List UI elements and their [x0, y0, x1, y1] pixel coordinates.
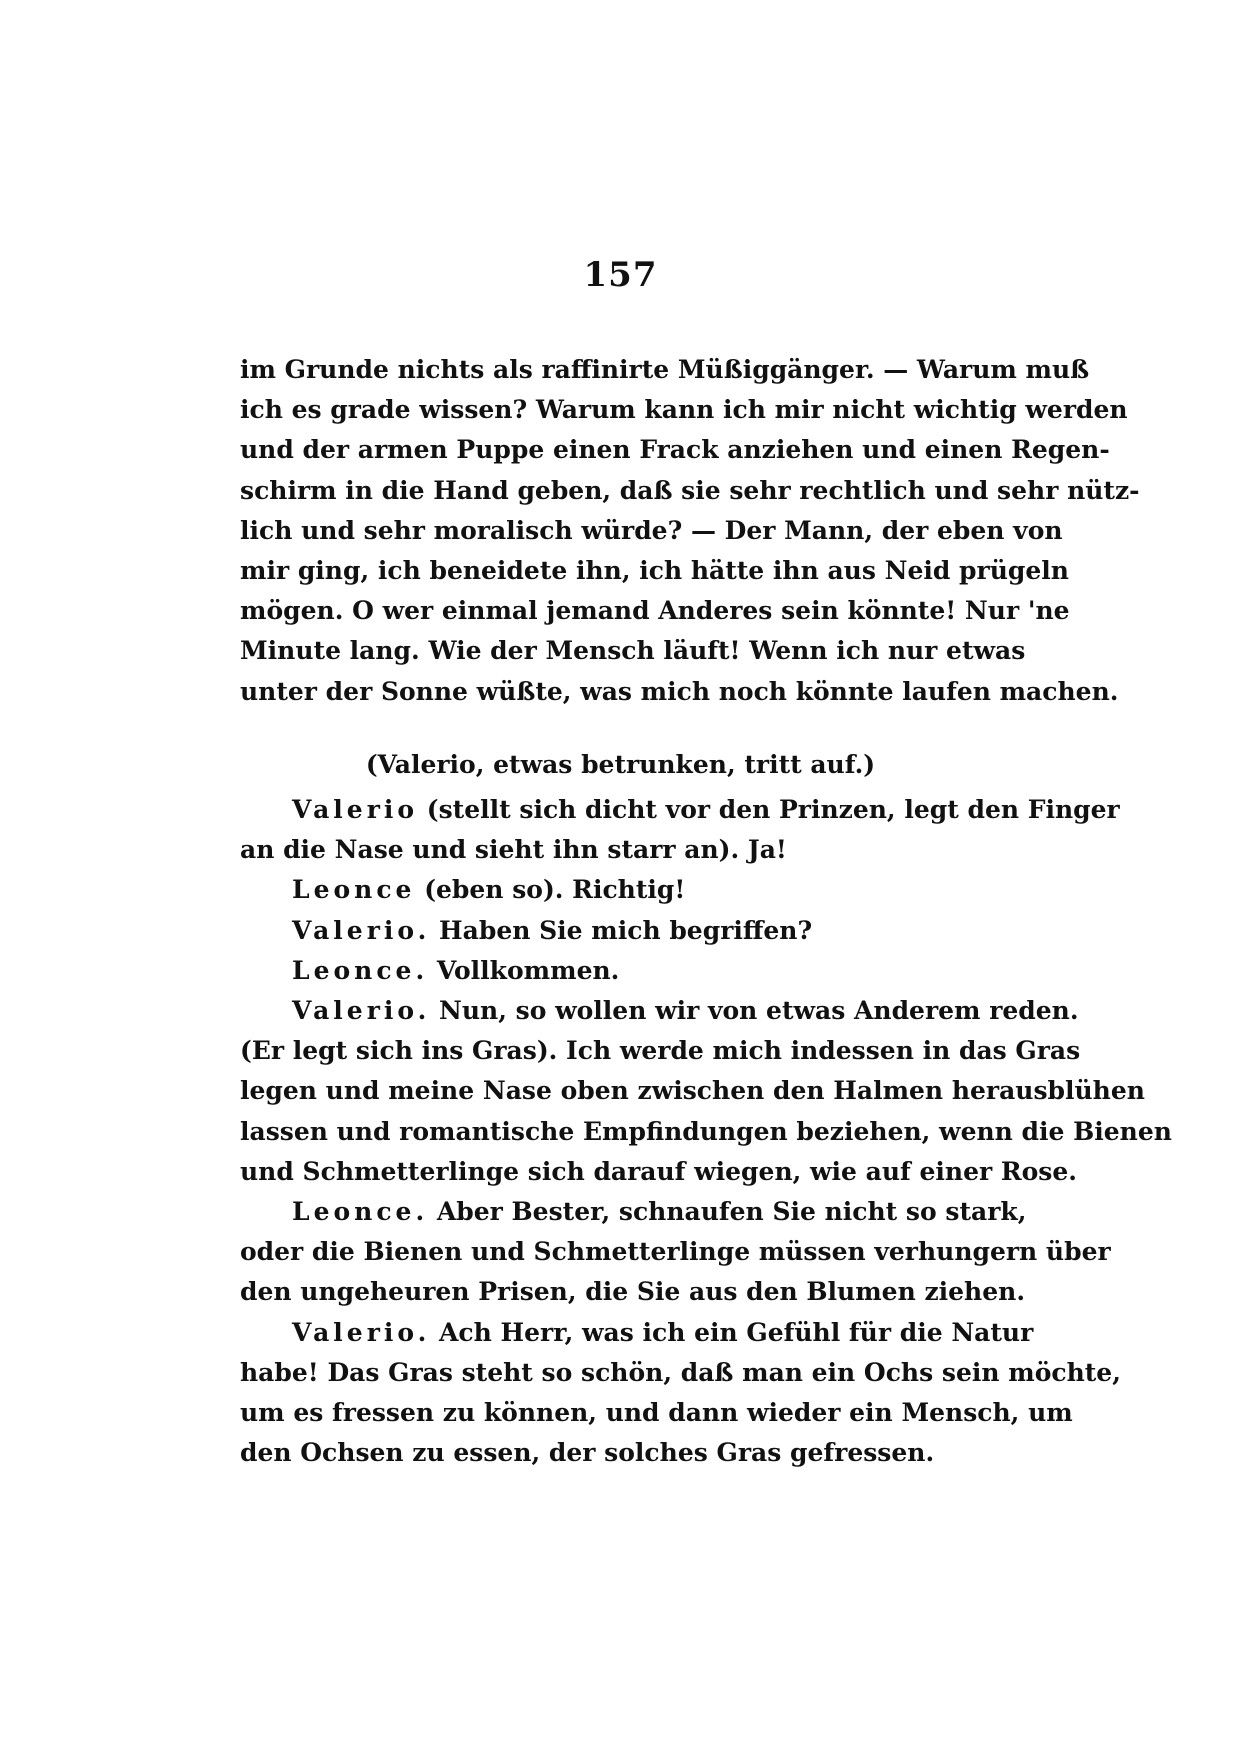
- dialogue-line: [240, 790, 1120, 830]
- text-line: lich und sehr moralisch würde? — Der Mann, der eben von: [240, 515, 1063, 545]
- dialogue-line: [240, 1192, 1027, 1232]
- paragraph-monologue: [240, 350, 1140, 712]
- dialogue-text: Vollkommen.: [436, 955, 620, 985]
- speaker-name: Valerio.: [292, 915, 431, 945]
- text-line: im Grunde nichts als raffinirte Müßiggänger. — Warum muß: [240, 355, 1090, 384]
- dialogue-line: (Er legt sich ins Gras). Ich werde mich indessen in das Gras: [240, 1036, 1081, 1066]
- dialogue-line: an die Nase und sieht ihn starr an). Ja!: [240, 835, 787, 865]
- dialogue-text: Nun, so wollen wir von etwas Anderem reden.: [439, 996, 1079, 1026]
- dialogue-text: (eben so). Richtig!: [424, 875, 686, 905]
- dialogue-line: [240, 951, 1000, 991]
- dialogue-line: lassen und romantische Empfindungen beziehen, wenn die Bienen: [240, 1116, 1172, 1146]
- dialogue-line: [240, 870, 1000, 910]
- stage-direction: (Valerio, etwas betrunken, tritt auf.): [365, 750, 876, 779]
- dialogue-line: [240, 1313, 1034, 1353]
- dialogue-text: Haben Sie mich begriffen?: [439, 915, 813, 945]
- speaker-name: Leonce.: [292, 955, 429, 985]
- speaker-name: Valerio.: [292, 1317, 431, 1347]
- dialogue-line: und Schmetterlinge sich darauf wiegen, wie auf einer Rose.: [240, 1156, 1077, 1186]
- dialogue-text: Aber Bester, schnaufen Sie nicht so stark,: [436, 1197, 1027, 1227]
- dialogue-line: [240, 911, 1000, 951]
- text-line: ich es grade wissen? Warum kann ich mir nicht wichtig werden: [240, 395, 1128, 425]
- dialogue-line: [240, 991, 1079, 1031]
- dialogue-text: (stellt sich dicht vor den Prinzen, legt den Finger: [426, 795, 1120, 824]
- page-number: 157: [583, 255, 658, 295]
- dialogue-line: den ungeheuren Prisen, die Sie aus den Blumen ziehen.: [240, 1277, 1026, 1307]
- text-line: mir ging, ich beneidete ihn, ich hätte ihn aus Neid prügeln: [240, 556, 1069, 586]
- speaker-name: Valerio.: [292, 996, 431, 1026]
- speaker-name: Leonce: [292, 875, 416, 905]
- speaker-name: Leonce.: [292, 1197, 429, 1227]
- dialogue-line: oder die Bienen und Schmetterlinge müssen verhungern über: [240, 1237, 1111, 1267]
- dialogue-line: habe! Das Gras steht so schön, daß man ein Ochs sein möchte,: [240, 1357, 1121, 1387]
- dialogue-line: legen und meine Nase oben zwischen den Halmen herausblühen: [240, 1076, 1145, 1106]
- text-line: und der armen Puppe einen Frack anziehen und einen Regen-: [240, 435, 1110, 465]
- speaker-name: Valerio: [292, 795, 419, 824]
- dialogue-block: [240, 790, 1172, 1473]
- text-line: schirm in die Hand geben, daß sie sehr rechtlich und sehr nütz-: [240, 475, 1140, 505]
- text-line: unter der Sonne wüßte, was mich noch könnte laufen machen.: [240, 676, 1119, 706]
- dialogue-line: den Ochsen zu essen, der solches Gras gefressen.: [240, 1438, 935, 1468]
- dialogue-text: Ach Herr, was ich ein Gefühl für die Natur: [439, 1317, 1034, 1347]
- text-line: Minute lang. Wie der Mensch läuft! Wenn ich nur etwas: [240, 636, 1026, 666]
- dialogue-line: um es fressen zu können, und dann wieder ein Mensch, um: [240, 1398, 1073, 1428]
- text-line: mögen. O wer einmal jemand Anderes sein könnte! Nur 'ne: [240, 596, 1070, 626]
